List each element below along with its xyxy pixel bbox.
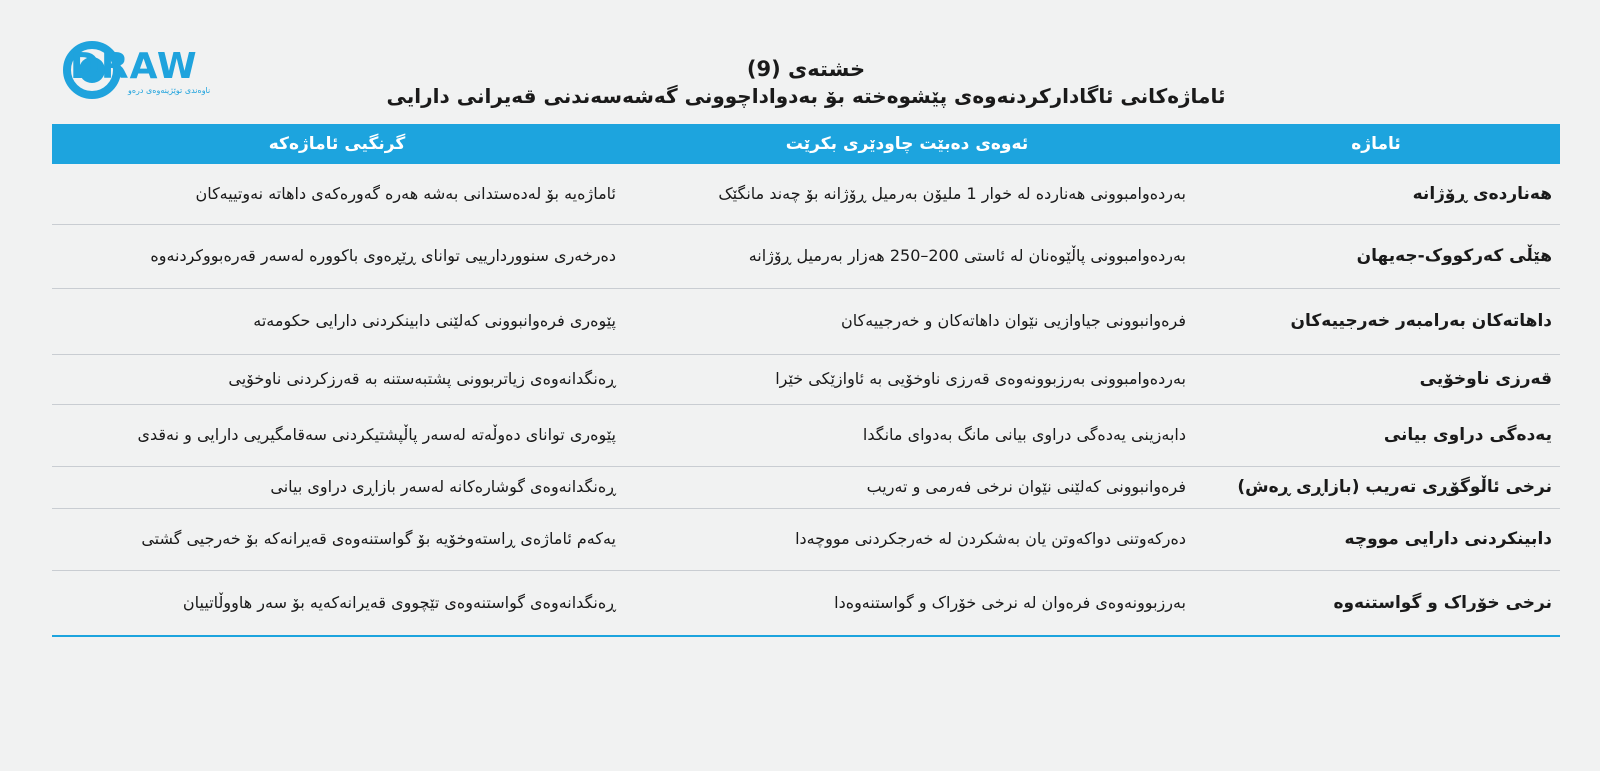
indicator-cell: هەناردەی ڕۆژانە bbox=[1192, 164, 1560, 224]
table-number: خشتەی (9) bbox=[746, 57, 866, 81]
monitor-cell: بەردەوامبوونی پاڵێوەنان لە ئاستی 200–250 هەزار بەرمیل ڕۆژانە bbox=[622, 224, 1192, 288]
indicators-table bbox=[52, 124, 1560, 637]
importance-cell: یەکەم ئاماژەی ڕاستەوخۆیە بۆ گواستنەوەی قەیرانەکە بۆ خەرجیی گشتی bbox=[52, 508, 622, 570]
monitor-cell: دابەزینی یەدەگی دراوی بیانی مانگ بەدوای مانگدا bbox=[622, 404, 1192, 466]
table-row bbox=[52, 508, 1560, 570]
table-title: ئاماژەکانی ئاگادارکردنەوەی پێشوەختە بۆ بەدواداچوونی گەشەسەندنی قەیرانی دارایی bbox=[386, 84, 1226, 108]
importance-cell: دەرخەری سنووردارییی توانای ڕێڕەوی باکوورە لەسەر قەرەبووکردنەوە bbox=[52, 224, 622, 288]
monitor-cell: بەرزبوونەوەی فرەوان لە نرخی خۆراک و گواستنەوەدا bbox=[622, 570, 1192, 636]
table-row bbox=[52, 404, 1560, 466]
table-row bbox=[52, 224, 1560, 288]
logo-tagline: ناوەندی توێژینەوەی درەو bbox=[128, 86, 211, 95]
table-row bbox=[52, 570, 1560, 636]
header-indicator: ئاماژە bbox=[1192, 124, 1560, 164]
table-row bbox=[52, 288, 1560, 354]
table-row bbox=[52, 164, 1560, 224]
indicator-cell: داهاتەکان بەرامبەر خەرجییەکان bbox=[1192, 288, 1560, 354]
table-header-row bbox=[52, 124, 1560, 164]
importance-cell: پێوەری توانای دەوڵەتە لەسەر پاڵپشتیکردنی سەقامگیریی دارایی و نەقدی bbox=[52, 404, 622, 466]
monitor-cell: فرەوانبوونی جیاوازیی نێوان داهاتەکان و خەرجییەکان bbox=[622, 288, 1192, 354]
importance-cell: ڕەنگدانەوەی گوشارەکانە لەسەر بازاڕی دراوی بیانی bbox=[52, 466, 622, 508]
monitor-cell: دەرکەوتنی دواکەوتن یان بەشکردن لە خەرجکردنی مووچەدا bbox=[622, 508, 1192, 570]
indicator-cell: نرخی خۆراک و گواستنەوە bbox=[1192, 570, 1560, 636]
importance-cell: ئاماژەیە بۆ لەدەستدانی بەشە هەرە گەورەکەی داهاتە نەوتییەکان bbox=[52, 164, 622, 224]
indicator-cell: دابینکردنی دارایی مووچە bbox=[1192, 508, 1560, 570]
header-to-monitor: ئەوەی دەبێت چاودێری بکرێت bbox=[622, 124, 1192, 164]
monitor-cell: بەردەوامبوونی هەنارده لە خوار 1 ملیۆن بەرمیل ڕۆژانە بۆ چەند مانگێک bbox=[622, 164, 1192, 224]
logo-wordmark: DRAW bbox=[70, 46, 198, 87]
monitor-cell: بەردەوامبوونی بەرزبوونەوەی قەرزی ناوخۆیی بە ئاوازێکی خێرا bbox=[622, 354, 1192, 404]
indicator-cell: نرخی ئاڵوگۆڕی تەریب (بازاڕی ڕەش) bbox=[1192, 466, 1560, 508]
importance-cell: پێوەری فرەوانبوونی کەلێنی دابینکردنی دارایی حکومەتە bbox=[52, 288, 622, 354]
indicator-cell: هێڵی کەرکووک-جەیهان bbox=[1192, 224, 1560, 288]
table-row bbox=[52, 466, 1560, 508]
monitor-cell: فرەوانبوونی کەلێنی نێوان نرخی فەرمی و تەریب bbox=[622, 466, 1192, 508]
table-row bbox=[52, 354, 1560, 404]
header-importance: گرنگیی ئاماژەکە bbox=[52, 124, 622, 164]
importance-cell: ڕەنگدانەوەی گواستنەوەی تێچووی قەیرانەکەیە بۆ سەر هاووڵاتییان bbox=[52, 570, 622, 636]
indicator-cell: قەرزی ناوخۆیی bbox=[1192, 354, 1560, 404]
indicator-cell: یەدەگی دراوی بیانی bbox=[1192, 404, 1560, 466]
table-heading bbox=[52, 56, 1560, 110]
importance-cell: ڕەنگدانەوەی زیاتربوونی پشتبەستنە بە قەرزکردنی ناوخۆیی bbox=[52, 354, 622, 404]
